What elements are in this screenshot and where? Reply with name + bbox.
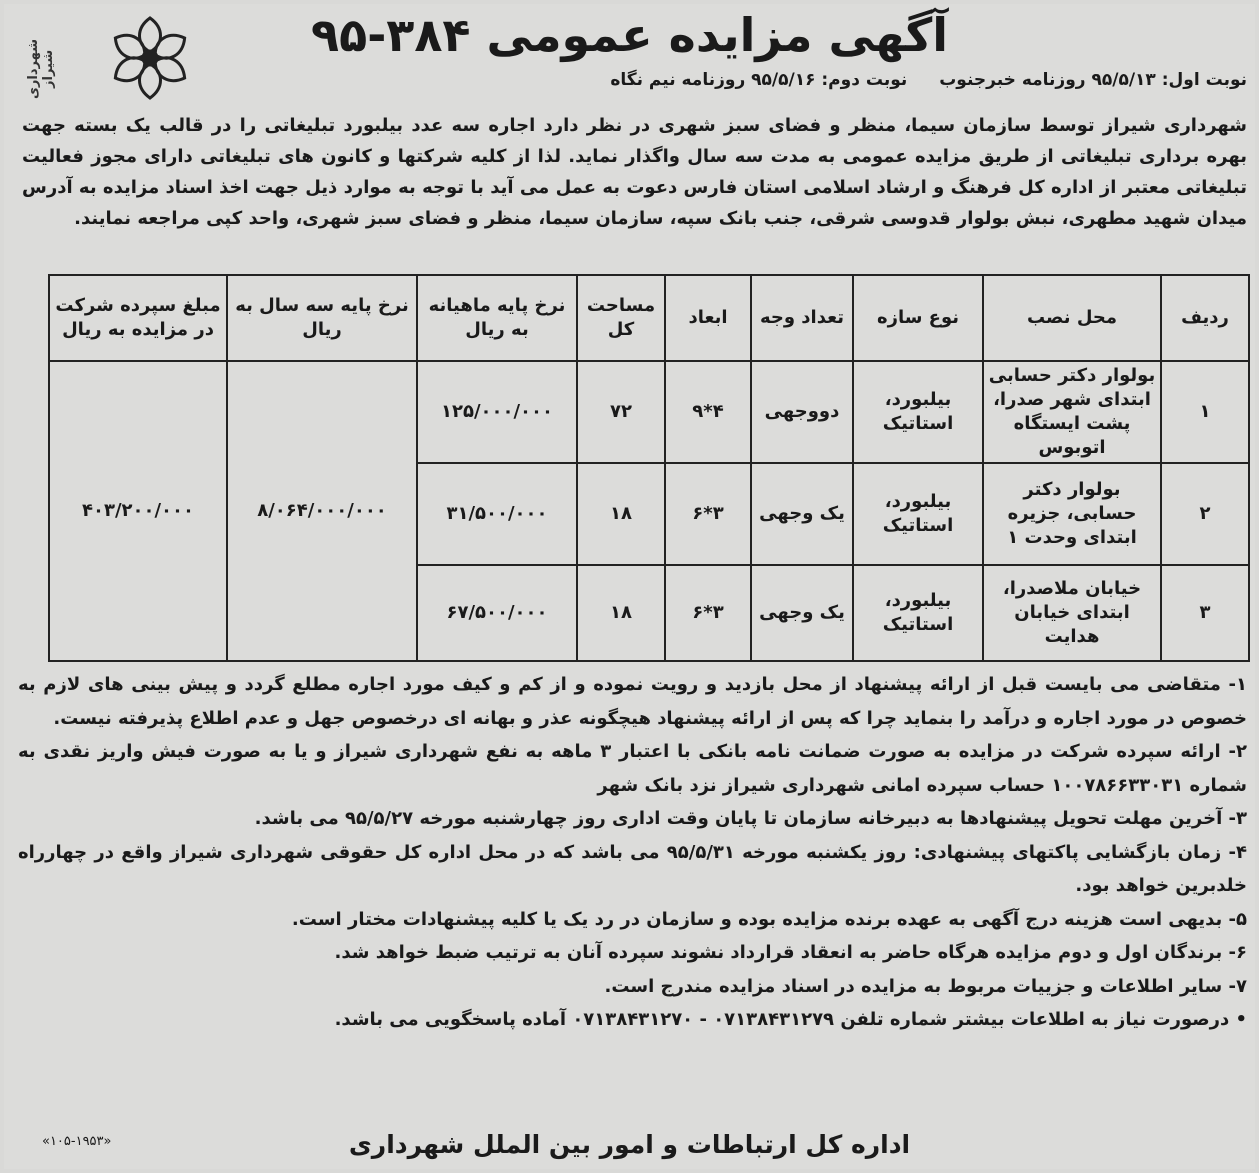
col-three-year: نرخ پایه سه سال به ریال [227,275,417,361]
col-deposit: مبلغ سپرده شرکت در مزایده به ریال [49,275,227,361]
cell-row: ۳ [1161,565,1249,661]
col-faces: تعداد وجه [751,275,853,361]
condition-item: ۳- آخرین مهلت تحویل پیشنهادها به دبیرخانه سازمان تا پایان وقت اداری روز چهارشنبه مورخه ۹۵/۵/۲۷ می باشد. [254,808,1247,829]
contact-note: • درصورت نیاز به اطلاعات بیشتر شماره تلفن ۰۷۱۳۸۴۳۱۲۷۹ - ۰۷۱۳۸۴۳۱۲۷۰ آماده پاسخگویی می باشد. [334,1009,1247,1030]
cell-faces: یک وجهی [751,463,853,565]
cell-faces: یک وجهی [751,565,853,661]
col-type: نوع سازه [853,275,983,361]
cell-monthly: ۳۱/۵۰۰/۰۰۰ [417,463,577,565]
cell-deposit-total: ۴۰۳/۲۰۰/۰۰۰ [49,361,227,661]
cell-location: بولوار دکتر حسابی ابتدای شهر صدرا، پشت ایستگاه اتوبوس [983,361,1161,463]
ad-code: «۱۰۵-۱۹۵۳» [42,1134,112,1149]
cell-type: بیلبورد، استاتیک [853,565,983,661]
cell-monthly: ۱۲۵/۰۰۰/۰۰۰ [417,361,577,463]
cell-dims: ۹*۴ [665,361,751,463]
page-title: آگهی مزایده عمومی ۳۸۴-۹۵ [311,8,948,62]
signature: اداره کل ارتباطات و امور بین الملل شهرداری [348,1130,911,1159]
col-monthly: نرخ پایه ماهیانه به ریال [417,275,577,361]
issue-second: نوبت دوم: ۹۵/۵/۱۶ روزنامه نیم نگاه [610,70,908,90]
col-dims: ابعاد [665,275,751,361]
municipality-logo [94,12,206,108]
cell-row: ۱ [1161,361,1249,463]
header [4,4,1255,112]
cell-row: ۲ [1161,463,1249,565]
cell-location: بولوار دکتر حسابی، جزیره ابتدای وحدت ۱ [983,463,1161,565]
cell-type: بیلبورد، استاتیک [853,361,983,463]
cell-area: ۱۸ [577,463,665,565]
cell-area: ۱۸ [577,565,665,661]
col-row: ردیف [1161,275,1249,361]
conditions-list [18,668,1247,1037]
intro-paragraph: شهرداری شیراز توسط سازمان سیما، منظر و فضای سبز شهری در نظر دارد اجاره سه عدد بیلبورد تبلیغاتی را در قالب یک بسته جهت بهره برداری تبلیغاتی از طریق مزایده عمومی به مدت سه سال واگذار نماید. لذا از کلیه شرکتها و کانون های تبلیغاتی دارای مجوز فعالیت تبلیغاتی معتبر از اداره کل فرهنگ و ارشاد اسلامی استان فارس دعوت به عمل می آید با توجه به موارد ذیل جهت اخذ اسناد مزایده به آدرس میدان شهید مطهری، نبش بولوار قدوسی شرقی، جنب بانک سپه، سازمان سیما، منظر و فضای سبز شهری، واحد کپی مراجعه نمایند. [22,115,1247,229]
billboard-table [48,274,1250,662]
issue-first: نوبت اول: ۹۵/۵/۱۳ روزنامه خبرجنوب [939,70,1247,90]
cell-dims: ۶*۳ [665,463,751,565]
table-header-row [49,275,1249,361]
cell-dims: ۶*۳ [665,565,751,661]
table-row [49,361,1249,463]
cell-location: خیابان ملاصدرا، ابتدای خیابان هدایت [983,565,1161,661]
condition-item: ۴- زمان بازگشایی پاکتهای پیشنهادی: روز یکشنبه مورخه ۹۵/۵/۳۱ می باشد که در محل اداره کل حقوقی شهرداری شیراز واقع در چهارراه خلدبرین خواهد بود. [18,841,1247,896]
cell-area: ۷۲ [577,361,665,463]
ad-page [4,4,1255,1169]
cell-faces: دووجهی [751,361,853,463]
col-area: مساحت کل [577,275,665,361]
condition-item: ۱- متقاضی می بایست قبل از ارائه پیشنهاد از محل بازدید و رویت نموده و از کم و کیف مورد اجاره مطلع گردد و پیش بینی های لازم به خصوص در مورد اجاره و درآمد را بنماید چرا که پس از ارائه پیشنهاد هیچگونه عذر و بهانه ای درخصوص جهل و عدم اطلاع پذیرفته نیست. [18,674,1247,729]
logo-caption: شهرداری شیراز [26,39,56,99]
cell-monthly: ۶۷/۵۰۰/۰۰۰ [417,565,577,661]
cell-type: بیلبورد، استاتیک [853,463,983,565]
condition-item: ۵- بدیهی است هزینه درج آگهی به عهده برنده مزایده بوده و سازمان در رد یک یا کلیه پیشنهادات مختار است. [291,908,1247,930]
col-location: محل نصب [983,275,1161,361]
flower-emblem-icon [94,12,206,108]
condition-item: ۷- سایر اطلاعات و جزییات مربوط به مزایده در اسناد مزایده مندرج است. [604,975,1247,997]
condition-item: ۶- برندگان اول و دوم مزایده هرگاه حاضر به انعقاد قرارداد نشوند سپرده آنان به ترتیب ضبط خواهد شد. [334,942,1247,963]
condition-item: ۲- ارائه سپرده شرکت در مزایده به صورت ضمانت نامه بانکی با اعتبار ۳ ماهه به نفع شهرداری شیراز و یا به صورت فیش واریز نقدی به شماره ۱۰۰۷۸۶۶۳۳۰۳۱ حساب سپرده امانی شهرداری شیراز نزد بانک شهر [18,741,1247,796]
cell-three-year-total: ۸/۰۶۴/۰۰۰/۰۰۰ [227,361,417,661]
issue-dates [584,70,1247,90]
